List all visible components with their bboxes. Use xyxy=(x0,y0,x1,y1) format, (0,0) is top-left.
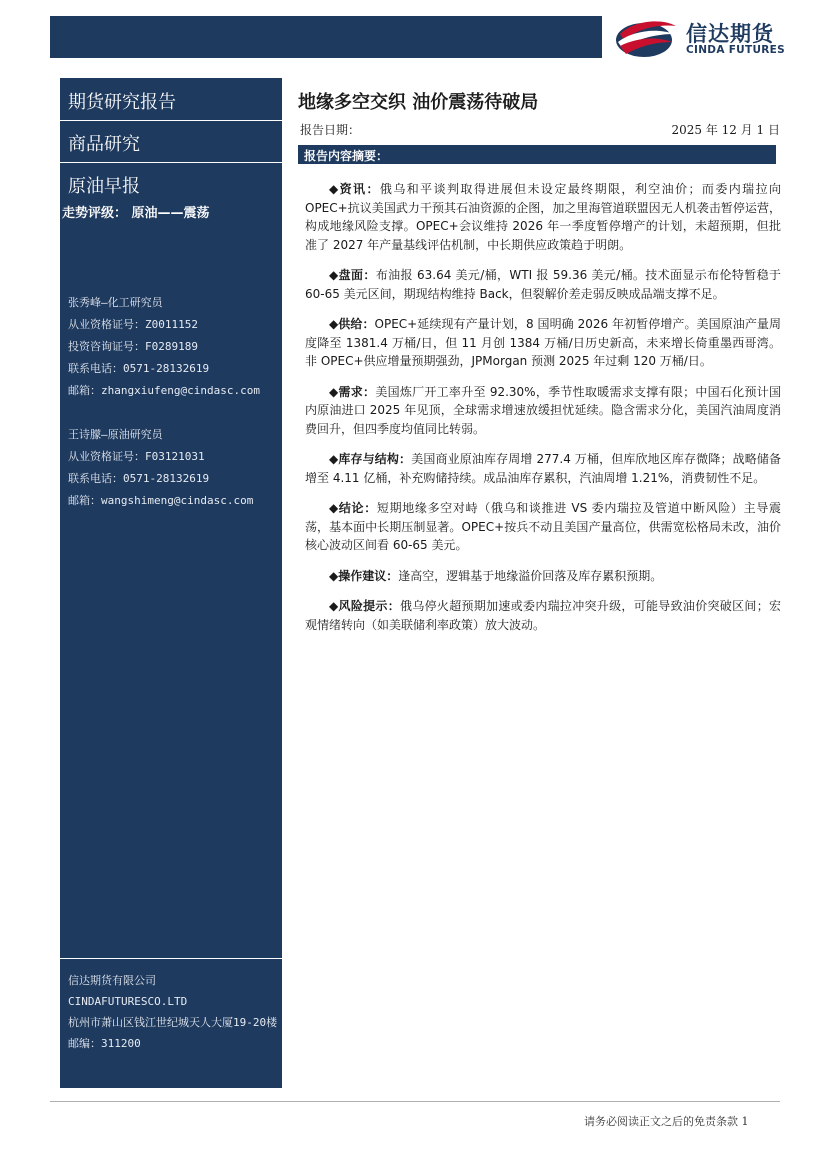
paragraph-head: ◆资讯： xyxy=(329,182,380,196)
analyst-qualification: 从业资格证号：Z0011152 xyxy=(68,318,198,331)
summary-header xyxy=(298,145,776,164)
disclaimer-text: 请务必阅读正文之后的免责条款 xyxy=(584,1115,738,1128)
paragraph-inventory xyxy=(305,450,781,487)
logo-chinese-text: 信达期货 xyxy=(686,22,774,46)
paragraph-risk xyxy=(305,597,781,634)
page-title: 地缘多空交织 油价震荡待破局 xyxy=(298,92,539,113)
company-postcode: 邮编：311200 xyxy=(68,1037,141,1050)
analyst-qualification: 从业资格证号：F03121031 xyxy=(68,450,205,463)
sidebar-item-report-type: 期货研究报告 xyxy=(68,92,176,113)
paragraph-head: ◆供给： xyxy=(329,317,375,331)
company-info xyxy=(68,970,277,1054)
paragraph-head: ◆操作建议： xyxy=(329,568,399,583)
report-date-label: 报告日期： xyxy=(300,123,361,137)
company-name: 信达期货有限公司 xyxy=(68,974,156,987)
company-logo xyxy=(614,16,804,62)
sidebar-divider xyxy=(60,162,282,163)
logo-mark-icon xyxy=(614,16,678,62)
analyst-name: 张秀峰—化工研究员 xyxy=(68,296,163,309)
paragraph-head: ◆风险提示： xyxy=(329,599,401,613)
analyst-phone: 联系电话：0571-28132619 xyxy=(68,472,210,485)
analyst-name: 王诗朦—原油研究员 xyxy=(68,428,163,441)
paragraph-text: 俄乌和平谈判取得进展但未设定最终期限，利空油价；而委内瑞拉向 OPEC+抗议美国武力干预其石油资源的企图，加之里海管道联盟因无人机袭击暂停运营，构成地缘风险支撑。OPEC+会议维持 2026 年一季度暂停增产的计划，未超预期，但批准了 2027 年产量基线评估机制，中长期供应政策趋于明朗。 xyxy=(305,182,781,252)
report-date-value: 2025 年 12 月 1 日 xyxy=(671,123,780,137)
sidebar-item-category: 商品研究 xyxy=(68,134,140,155)
paragraph-conclusion xyxy=(305,499,781,555)
paragraph-text: 美国炼厂开工率升至 92.30%，季节性取暖需求支撑有限；中国石化预计国内原油进口 2025 年见顶，全球需求增速放缓担忧延续。隐含需求分化，美国汽油周度消费回升，但四季度均值同比转弱。 xyxy=(305,384,781,436)
paragraph-head: ◆结论： xyxy=(329,501,377,515)
company-site: CINDAFUTURESCO.LTD xyxy=(68,995,188,1008)
paragraph-demand xyxy=(305,383,781,439)
sidebar xyxy=(60,78,282,1088)
report-body xyxy=(305,180,781,646)
paragraph-text: 短期地缘多空对峙（俄乌和谈推进 VS 委内瑞拉及管道中断风险）主导震荡，基本面中长期压制显著。OPEC+按兵不动且美国产量高位，供需宽松格局未改，油价核心波动区间看 60-65 美元。 xyxy=(305,501,781,552)
header-bar xyxy=(50,16,602,58)
sidebar-divider xyxy=(60,120,282,121)
paragraph-advice xyxy=(305,567,781,586)
analyst-email: 邮箱：wangshimeng@cindasc.com xyxy=(68,494,254,507)
analyst-consulting-id: 投资咨询证号：F0289189 xyxy=(68,340,198,353)
analyst-phone: 联系电话：0571-28132619 xyxy=(68,362,210,375)
analyst-card xyxy=(68,424,253,512)
paragraph-text: 俄乌停火超预期加速或委内瑞拉冲突升级，可能导致油价突破区间；宏观情绪转向（如美联储利率政策）放大波动。 xyxy=(305,599,781,632)
paragraph-head: ◆需求： xyxy=(329,384,376,399)
paragraph-head: ◆库存与结构： xyxy=(329,452,412,466)
page-footer xyxy=(584,1113,749,1129)
paragraph-market xyxy=(305,266,781,303)
trend-rating: 走势评级： 原油——震荡 xyxy=(62,206,210,221)
summary-label: 报告内容摘要： xyxy=(304,149,389,163)
paragraph-supply xyxy=(305,315,781,371)
sidebar-item-product: 原油早报 xyxy=(68,176,140,197)
sidebar-divider xyxy=(60,958,282,959)
page-number: 1 xyxy=(741,1115,749,1128)
paragraph-text: 布油报 63.64 美元/桶，WTI 报 59.36 美元/桶。技术面显示布伦特暂稳于 60-65 美元区间，期现结构维持 Back，但裂解价差走弱反映成品端支撑不足。 xyxy=(305,268,781,301)
analyst-card xyxy=(68,292,260,402)
paragraph-text: 逢高空，逻辑基于地缘溢价回落及库存累积预期。 xyxy=(398,568,663,583)
logo-english-text: CINDA FUTURES xyxy=(686,44,786,56)
paragraph-head: ◆盘面： xyxy=(329,268,376,282)
paragraph-text: 美国商业原油库存周增 277.4 万桶，但库欣地区库存微降；战略储备增至 4.11 亿桶，补充购储持续。成品油库存累积，汽油周增 1.21%，消费韧性不足。 xyxy=(305,452,781,485)
paragraph-text: OPEC+延续现有产量计划，8 国明确 2026 年初暂停增产。美国原油产量周度降至 1381.4 万桶/日，但 11 月创 1384 万桶/日历史新高，未来增长倚重墨西哥湾。非 OPEC+供应增量预期强劲，JPMorgan 预测 2025 年过剩 120 万桶/日。 xyxy=(305,317,781,368)
analyst-email: 邮箱：zhangxiufeng@cindasc.com xyxy=(68,384,260,397)
footer-divider xyxy=(50,1101,780,1102)
paragraph-news xyxy=(305,180,781,254)
company-address: 杭州市萧山区钱江世纪城天人大厦19-20楼 xyxy=(68,1016,278,1029)
